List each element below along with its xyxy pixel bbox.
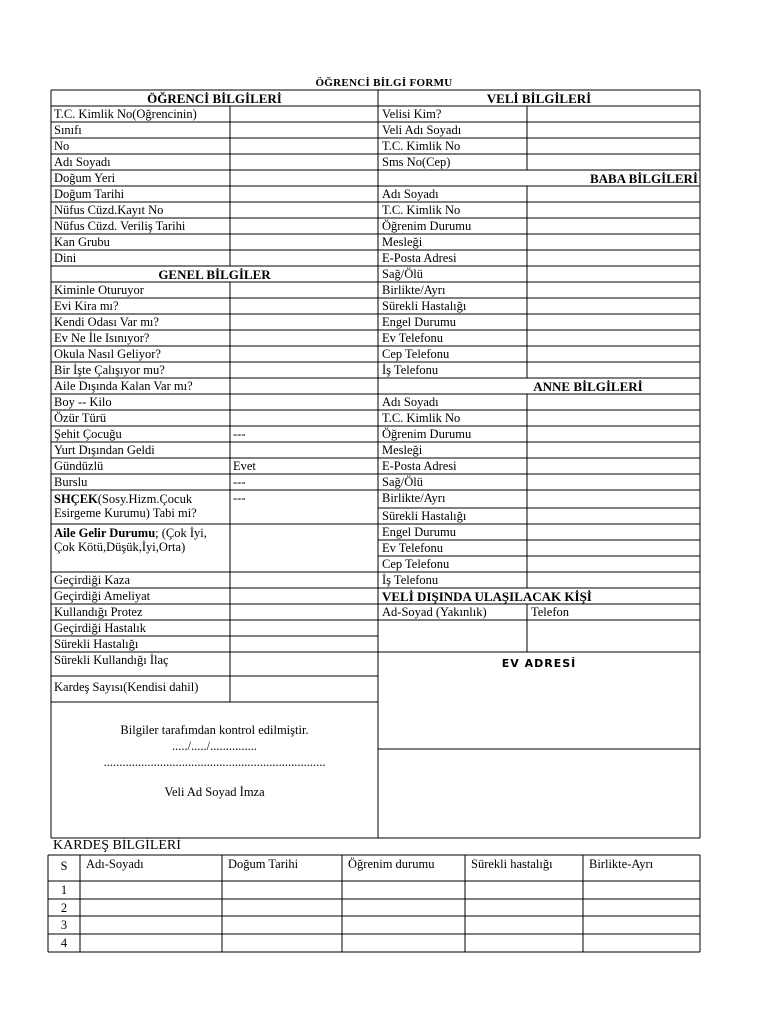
father-row-label: Mesleği — [382, 235, 423, 249]
mother-row-label: Sürekli Hastalığı — [382, 509, 467, 523]
general-row-label: Evi Kira mı? — [54, 299, 119, 313]
guardian-row-label: Velisi Kim? — [382, 107, 442, 121]
verify-sign: Veli Ad Soyad İmza — [164, 785, 265, 799]
general-row2-label: Geçirdiği Ameliyat — [54, 589, 151, 603]
siblings-count-label: Kardeş Sayısı(Kendisi dahil) — [54, 680, 199, 694]
mother-row-label: Sağ/Ölü — [382, 475, 423, 489]
general-row-value: Evet — [233, 459, 256, 473]
father-row-label: Öğrenim Durumu — [382, 219, 472, 233]
mother-row-label: E-Posta Adresi — [382, 459, 457, 473]
income-rest: ; (Çok İyi, Çok Kötü,Düşük,İyi,Orta) — [54, 526, 207, 554]
student-row-label: Doğum Yeri — [54, 171, 116, 185]
siblings-title: KARDEŞ BİLGİLERİ — [53, 838, 181, 853]
father-row-label: T.C. Kimlik No — [382, 203, 461, 217]
income-label — [54, 526, 223, 554]
student-row-label: Adı Soyadı — [54, 155, 111, 169]
sib-col-header: Doğum Tarihi — [228, 857, 299, 871]
verify-dots: ....................................................................... — [103, 755, 326, 769]
guardian-row-label: T.C. Kimlik No — [382, 139, 461, 153]
student-header: ÖĞRENCİ BİLGİLERİ — [147, 91, 282, 106]
verify-date: ...../...../............... — [171, 739, 258, 753]
father-row-label: Adı Soyadı — [382, 187, 439, 201]
general-row-label: Burslu — [54, 475, 88, 489]
student-row-label: Sınıfı — [54, 123, 82, 137]
sib-col-header: Birlikte-Ayrı — [589, 857, 654, 871]
general-row-label: Bir İşte Çalışıyor mu? — [54, 363, 165, 377]
mother-row-label: Ev Telefonu — [382, 541, 444, 555]
mother-row-label: Cep Telefonu — [382, 557, 450, 571]
general-row2-label: Sürekli Hastalığı — [54, 637, 139, 651]
general-row-label: Kiminle Oturuyor — [54, 283, 144, 297]
mother-row-label: Öğrenim Durumu — [382, 427, 472, 441]
student-row-label: Nüfus Cüzd.Kayıt No — [54, 203, 164, 217]
father-row-label: Sağ/Ölü — [382, 267, 423, 281]
shcek-value: --- — [233, 491, 246, 505]
contact-col1: Ad-Soyad (Yakınlık) — [382, 605, 487, 619]
general-row-label: Yurt Dışından Geldi — [54, 443, 155, 457]
student-row-label: No — [54, 139, 70, 153]
general-row-label: Aile Dışında Kalan Var mı? — [54, 379, 193, 393]
income-bold: Aile Gelir Durumu — [54, 526, 156, 540]
general-row2-label: Sürekli Kullandığı İlaç — [54, 653, 169, 667]
father-row-label: Sürekli Hastalığı — [382, 299, 467, 313]
student-row-label: Dini — [54, 251, 77, 265]
contact-col2: Telefon — [531, 605, 569, 619]
father-row-label: Ev Telefonu — [382, 331, 444, 345]
sib-col-header: Sürekli hastalığı — [471, 857, 553, 871]
guardian-row-label: Sms No(Cep) — [382, 155, 451, 169]
address-header: EV ADRESİ — [501, 657, 577, 670]
guardian-header: VELİ BİLGİLERİ — [486, 91, 592, 106]
general-header: GENEL BİLGİLER — [158, 267, 271, 282]
general-row-value: --- — [233, 475, 246, 489]
father-row-label: İş Telefonu — [382, 363, 439, 377]
sib-row-number: 2 — [60, 901, 68, 915]
sib-row-number: 1 — [60, 883, 68, 897]
shcek-bold: SHÇEK — [54, 492, 98, 506]
general-row2-label: Geçirdiği Hastalık — [54, 621, 146, 635]
father-row-label: Birlikte/Ayrı — [382, 283, 446, 297]
mother-row-label: T.C. Kimlik No — [382, 411, 461, 425]
sib-row-number: 3 — [60, 918, 68, 932]
mother-row-label: Engel Durumu — [382, 525, 456, 539]
general-row-label: Boy -- Kilo — [54, 395, 112, 409]
general-row-value: --- — [233, 427, 246, 441]
father-row-label: Cep Telefonu — [382, 347, 450, 361]
general-row-label: Şehit Çocuğu — [54, 427, 122, 441]
general-row-label: Kendi Odası Var mı? — [54, 315, 159, 329]
mother-row-label: Mesleği — [382, 443, 423, 457]
general-row-label: Ev Ne İle Isınıyor? — [54, 331, 150, 345]
mother-row-label: Adı Soyadı — [382, 395, 439, 409]
student-row-label: T.C. Kimlik No(Oğrencinin) — [54, 107, 197, 121]
general-row-label: Gündüzlü — [54, 459, 104, 473]
father-header: BABA BİLGİLERİ — [589, 171, 698, 186]
sib-col-header: S — [60, 859, 68, 873]
mother-header: ANNE BİLGİLERİ — [533, 379, 643, 394]
mother-row-label: İş Telefonu — [382, 573, 439, 587]
shcek-label — [54, 492, 227, 520]
sib-row-number: 4 — [60, 936, 68, 950]
verify-text: Bilgiler tarafımdan kontrol edilmiştir. — [120, 723, 309, 737]
mother-row-label: Birlikte/Ayrı — [382, 491, 446, 505]
general-row2-label: Geçirdiği Kaza — [54, 573, 131, 587]
general-row2-label: Kullandığı Protez — [54, 605, 143, 619]
form-title: ÖĞRENCİ BİLGİ FORMU — [315, 77, 453, 89]
father-row-label: E-Posta Adresi — [382, 251, 457, 265]
student-row-label: Kan Grubu — [54, 235, 110, 249]
contact-header: VELİ DIŞINDA ULAŞILACAK KİŞİ — [382, 589, 592, 604]
general-row-label: Okula Nasıl Geliyor? — [54, 347, 161, 361]
sib-col-header: Adı-Soyadı — [86, 857, 144, 871]
shcek-rest: (Sosy.Hizm.Çocuk Esirgeme Kurumu) Tabi mi? — [54, 492, 197, 520]
student-row-label: Doğum Tarihi — [54, 187, 125, 201]
father-row-label: Engel Durumu — [382, 315, 456, 329]
student-row-label: Nüfus Cüzd. Veriliş Tarihi — [54, 219, 186, 233]
general-row-label: Özür Türü — [54, 411, 107, 425]
guardian-row-label: Veli Adı Soyadı — [382, 123, 462, 137]
sib-col-header: Öğrenim durumu — [348, 857, 435, 871]
